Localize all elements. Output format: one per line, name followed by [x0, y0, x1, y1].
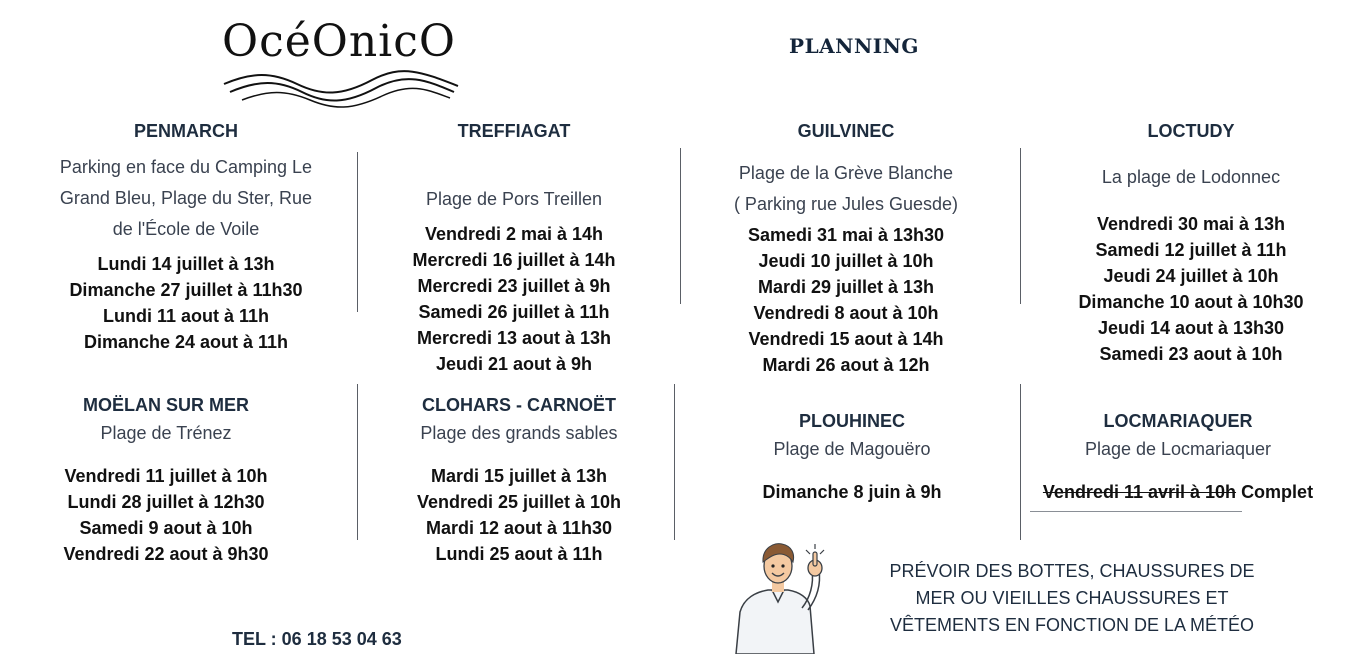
location-moelan — [16, 392, 316, 567]
date-line: Vendredi 2 mai à 14h — [424, 224, 604, 244]
date-line: Lundi 14 juillet à 13h — [97, 254, 275, 274]
place-line: Plage de Magouëro — [773, 439, 931, 459]
brand-logo — [222, 12, 462, 104]
date-line: Dimanche 10 aout à 10h30 — [1078, 292, 1304, 312]
date-line: Jeudi 21 aout à 9h — [435, 354, 593, 374]
divider — [357, 152, 358, 312]
page-title: PLANNING — [789, 34, 919, 58]
date-line: Mardi 15 juillet à 13h — [430, 466, 608, 486]
divider — [357, 384, 358, 540]
place-line: Plage de Pors Treillen — [425, 189, 603, 209]
city-name: LOCMARIAQUER — [1103, 411, 1253, 431]
place-line: Plage des grands sables — [420, 423, 618, 443]
date-line: Mardi 12 aout à 11h30 — [425, 518, 613, 538]
divider — [680, 148, 681, 304]
person-pointing-illustration — [722, 540, 834, 654]
advice-line: VÊTEMENTS EN FONCTION DE LA MÉTÉO — [889, 615, 1255, 635]
place-line: Plage de la Grève Blanche — [738, 163, 954, 183]
city-name: TREFFIAGAT — [457, 121, 571, 141]
date-line: Vendredi 30 mai à 13h — [1096, 214, 1286, 234]
location-locmariaquer — [1028, 408, 1328, 505]
city-name: GUILVINEC — [797, 121, 895, 141]
place-line: ( Parking rue Jules Guesde) — [733, 194, 959, 214]
wave-icon — [222, 62, 462, 112]
city-name: PLOUHINEC — [798, 411, 905, 431]
divider — [1030, 511, 1242, 512]
location-loctudy — [1036, 118, 1346, 367]
city-name: PENMARCH — [133, 121, 238, 141]
status-badge: Complet — [1241, 482, 1314, 502]
place-line: Plage de Trénez — [100, 423, 232, 443]
date-line: Dimanche 8 juin à 9h — [762, 482, 942, 502]
date-line: Vendredi 11 juillet à 10h — [64, 466, 268, 486]
date-line: Vendredi 15 aout à 14h — [748, 329, 944, 349]
cancelled-date: Vendredi 11 avril à 10h — [1042, 482, 1237, 502]
advice-line: MER OU VIEILLES CHAUSSURES ET — [915, 588, 1229, 608]
date-line: Samedi 26 juillet à 11h — [418, 302, 610, 322]
place-line: Grand Bleu, Plage du Ster, Rue — [59, 188, 313, 208]
date-line: Vendredi 25 juillet à 10h — [416, 492, 622, 512]
date-line: Jeudi 24 juillet à 10h — [1103, 266, 1279, 286]
location-plouhinec — [702, 408, 1002, 505]
date-line: Dimanche 27 juillet à 11h30 — [69, 280, 303, 300]
date-line: Samedi 31 mai à 13h30 — [747, 225, 945, 245]
place-line: Plage de Locmariaquer — [1084, 439, 1272, 459]
date-line: Lundi 25 aout à 11h — [435, 544, 603, 564]
date-line: Mardi 26 aout à 12h — [762, 355, 930, 375]
logo-text: OcéOnicO — [222, 16, 456, 67]
date-line: Samedi 12 juillet à 11h — [1095, 240, 1287, 260]
date-line: Jeudi 10 juillet à 10h — [758, 251, 934, 271]
location-penmarch — [36, 118, 336, 355]
date-line: Jeudi 14 aout à 13h30 — [1097, 318, 1285, 338]
place-line: de l'École de Voile — [112, 219, 260, 239]
place-line: La plage de Lodonnec — [1101, 167, 1281, 187]
location-guilvinec — [696, 118, 996, 378]
location-clohars — [369, 392, 669, 567]
date-line: Mercredi 23 juillet à 9h — [417, 276, 611, 296]
date-line: Mercredi 16 juillet à 14h — [412, 250, 616, 270]
phone-number[interactable]: TEL : 06 18 53 04 63 — [232, 629, 402, 649]
date-line: Vendredi 22 aout à 9h30 — [63, 544, 269, 564]
date-line: Vendredi 8 aout à 10h — [753, 303, 939, 323]
date-line: Mercredi 13 aout à 13h — [416, 328, 612, 348]
divider — [1020, 384, 1021, 540]
date-line: Lundi 28 juillet à 12h30 — [67, 492, 265, 512]
advice-line: PRÉVOIR DES BOTTES, CHAUSSURES DE — [889, 561, 1255, 581]
divider — [674, 384, 675, 540]
date-line: Samedi 9 aout à 10h — [79, 518, 253, 538]
date-line — [1028, 479, 1328, 505]
place-line: Parking en face du Camping Le — [59, 157, 313, 177]
location-treffiagat — [364, 118, 664, 377]
city-name: CLOHARS - CARNOËT — [422, 395, 616, 415]
city-name: LOCTUDY — [1147, 121, 1235, 141]
divider — [1020, 148, 1021, 304]
date-line: Samedi 23 aout à 10h — [1099, 344, 1283, 364]
advice-text — [862, 558, 1282, 639]
date-line: Lundi 11 aout à 11h — [102, 306, 270, 326]
date-line: Mardi 29 juillet à 13h — [757, 277, 935, 297]
city-name: MOËLAN SUR MER — [83, 395, 249, 415]
date-line: Dimanche 24 aout à 11h — [83, 332, 289, 352]
